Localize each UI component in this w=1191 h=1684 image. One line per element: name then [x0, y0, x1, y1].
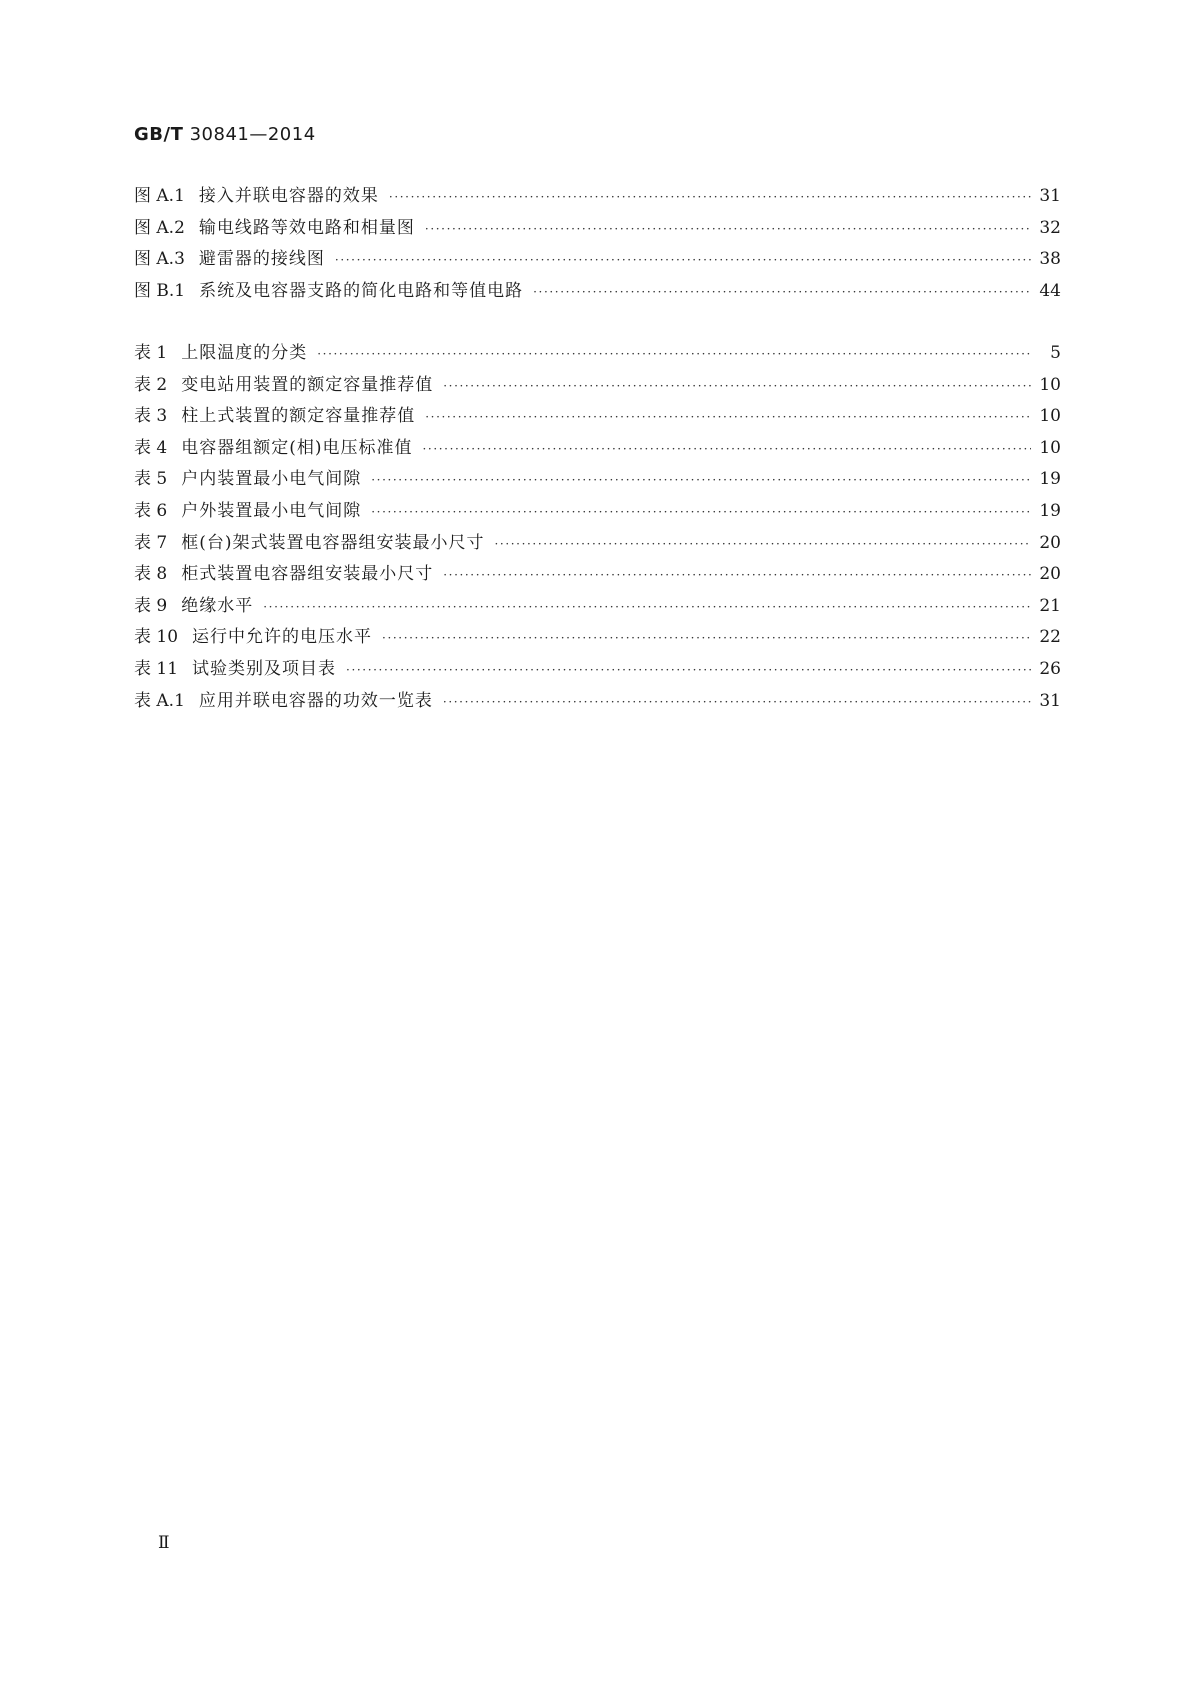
entry-title: 试验类别及项目表: [192, 658, 337, 679]
entry-page: 19: [1039, 500, 1061, 521]
entry-number: 表 11: [134, 658, 179, 679]
entry-number: 表 7: [134, 532, 168, 553]
entry-page: 20: [1039, 564, 1061, 585]
dot-leader: [533, 277, 1031, 309]
entry-page: 31: [1039, 186, 1061, 206]
entry-title: 电容器组额定(相)电压标准值: [181, 437, 413, 458]
entry-number: 表 4: [134, 437, 168, 458]
entry-title: 应用并联电容器的功效一览表: [198, 690, 433, 711]
entry-page: 26: [1039, 658, 1061, 679]
entry-number: 表 2: [134, 374, 168, 395]
entry-title: 运行中允许的电压水平: [192, 627, 373, 648]
dot-leader: [443, 687, 1031, 719]
dot-leader: [389, 182, 1031, 214]
entry-page: 10: [1039, 437, 1061, 458]
standard-number: 30841—2014: [189, 124, 316, 145]
entry-page: 21: [1039, 595, 1061, 616]
entry-title: 柜式装置电容器组安装最小尺寸: [181, 564, 434, 585]
toc-entry[interactable]: [134, 496, 1061, 528]
tables-list: [134, 338, 1061, 717]
toc-entry[interactable]: [134, 433, 1061, 465]
entry-title: 上限温度的分类: [181, 343, 308, 363]
entry-title: 绝缘水平: [181, 595, 254, 616]
dot-leader: [371, 497, 1031, 529]
entry-title: 框(台)架式装置电容器组安装最小尺寸: [181, 532, 485, 553]
entry-title: 变电站用装置的额定容量推荐值: [181, 374, 434, 395]
entry-number: 表 10: [134, 627, 179, 648]
toc-entry[interactable]: [134, 528, 1061, 560]
entry-title: 户外装置最小电气间隙: [181, 500, 362, 521]
toc-entry[interactable]: [134, 686, 1061, 718]
document-header: [134, 124, 316, 145]
entry-page: 19: [1039, 469, 1061, 490]
entry-number: 图 A.3: [134, 249, 185, 270]
dot-leader: [423, 434, 1032, 466]
toc-entry[interactable]: [134, 464, 1061, 496]
toc-entry[interactable]: [134, 338, 1061, 370]
entry-page: 5: [1050, 343, 1061, 363]
entry-page: 31: [1039, 690, 1061, 711]
entry-number: 表 3: [134, 406, 168, 427]
dot-leader: [425, 214, 1031, 246]
dot-leader: [346, 655, 1031, 687]
dot-leader: [382, 623, 1031, 655]
entry-number: 图 B.1: [134, 280, 186, 301]
page-number: Ⅱ: [158, 1533, 170, 1553]
toc-entry[interactable]: [134, 213, 1061, 245]
entry-number: 表 1: [134, 343, 168, 363]
entry-title: 系统及电容器支路的简化电路和等值电路: [199, 280, 524, 301]
toc-entry[interactable]: [134, 276, 1061, 308]
toc-entry[interactable]: [134, 622, 1061, 654]
entry-number: 表 6: [134, 500, 168, 521]
entry-number: 图 A.1: [134, 186, 185, 206]
entry-page: 22: [1039, 627, 1061, 648]
toc-entry[interactable]: [134, 181, 1061, 213]
entry-number: 表 9: [134, 595, 168, 616]
entry-number: 表 8: [134, 564, 168, 585]
figures-list: [134, 181, 1061, 307]
entry-page: 38: [1039, 249, 1061, 270]
entry-page: 44: [1039, 280, 1061, 301]
toc-entry[interactable]: [134, 244, 1061, 276]
entry-page: 32: [1039, 217, 1061, 238]
entry-title: 避雷器的接线图: [198, 249, 325, 270]
dot-leader: [443, 560, 1031, 592]
dot-leader: [335, 245, 1031, 277]
entry-title: 户内装置最小电气间隙: [181, 469, 362, 490]
entry-title: 接入并联电容器的效果: [198, 186, 379, 206]
entry-title: 输电线路等效电路和相量图: [198, 217, 415, 238]
toc-entry[interactable]: [134, 370, 1061, 402]
entry-page: 20: [1039, 532, 1061, 553]
entry-number: 表 5: [134, 469, 168, 490]
toc-entry[interactable]: [134, 654, 1061, 686]
dot-leader: [443, 371, 1031, 403]
toc-entry[interactable]: [134, 559, 1061, 591]
toc-entry[interactable]: [134, 401, 1061, 433]
dot-leader: [263, 592, 1031, 624]
entry-title: 柱上式装置的额定容量推荐值: [181, 406, 416, 427]
dot-leader: [425, 402, 1031, 434]
toc-entry[interactable]: [134, 591, 1061, 623]
dot-leader: [495, 529, 1032, 561]
dot-leader: [371, 465, 1031, 497]
standard-prefix: GB/T: [134, 124, 184, 145]
entry-page: 10: [1039, 406, 1061, 427]
entry-page: 10: [1039, 374, 1061, 395]
dot-leader: [317, 339, 1031, 371]
entry-number: 图 A.2: [134, 217, 185, 238]
entry-number: 表 A.1: [134, 690, 185, 711]
